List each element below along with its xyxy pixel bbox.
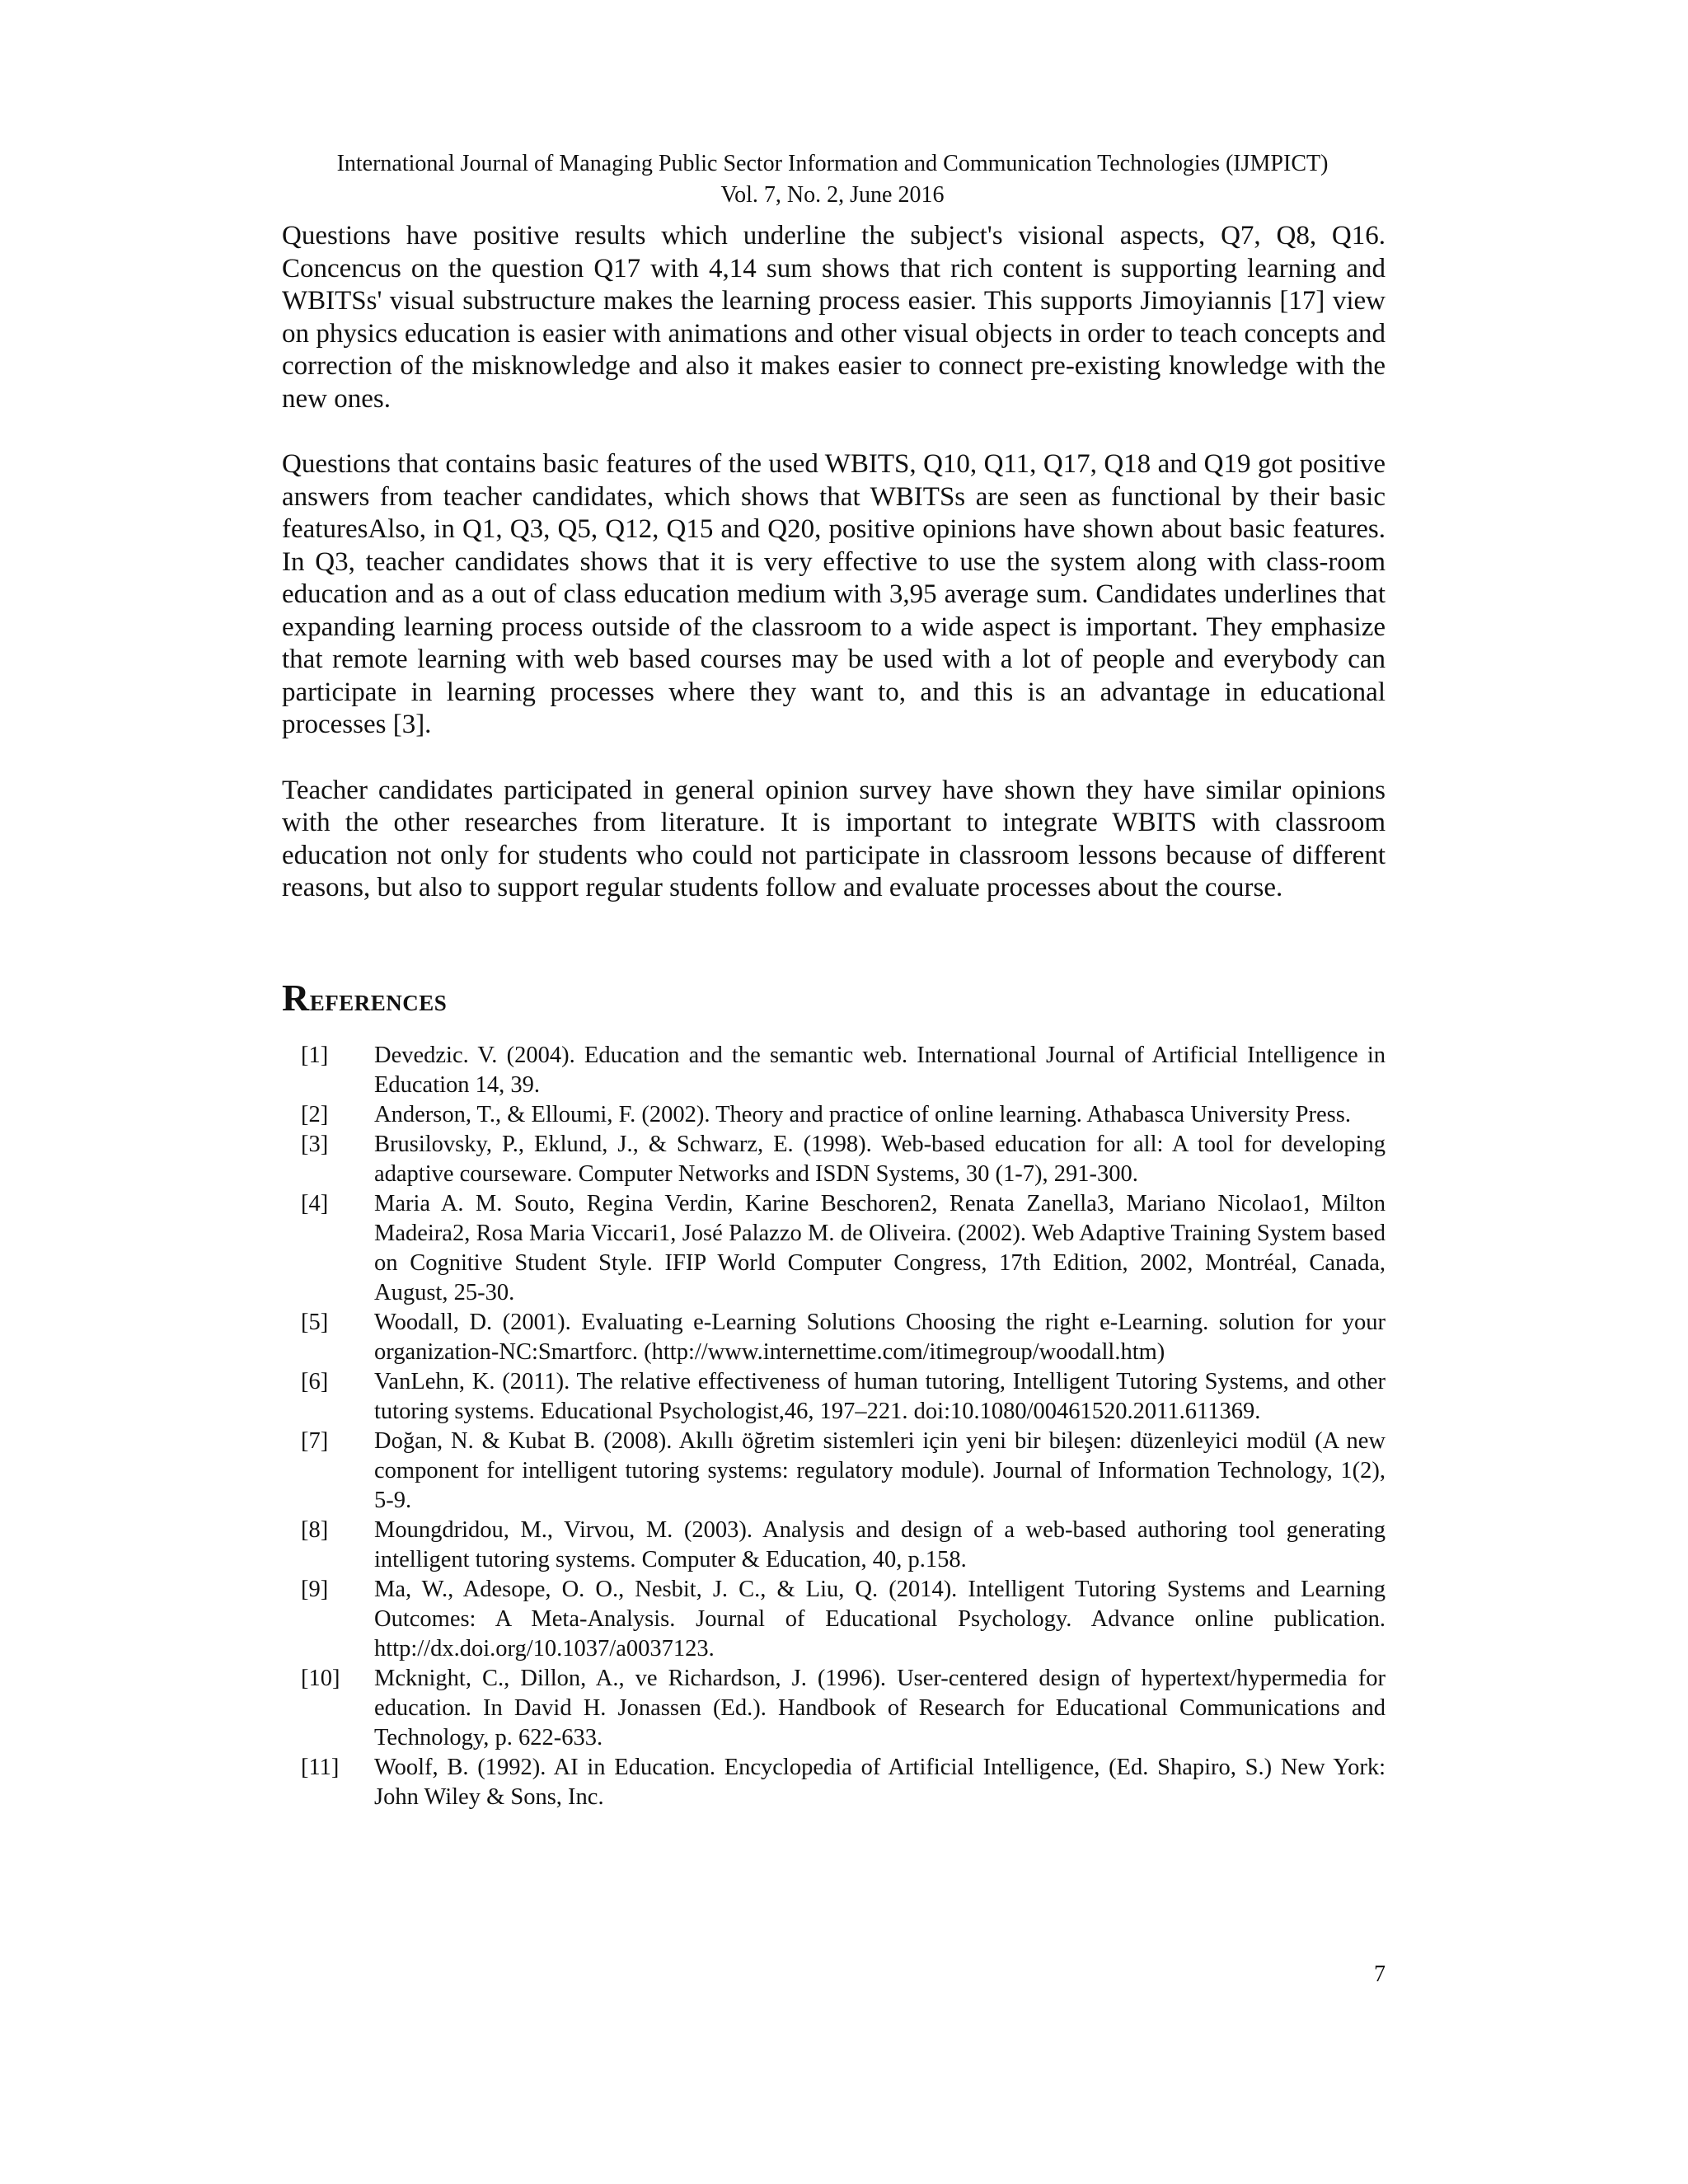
journal-title: International Journal of Managing Public Sector Information and Communication Technologies (IJMPICT): [336, 151, 1329, 176]
reference-item: [301, 1308, 1386, 1367]
reference-item: [301, 1041, 1386, 1100]
reference-text: Moungdridou, M., Virvou, M. (2003). Analysis and design of a web-based authoring tool generating intelligent tutoring systems. Computer & Education, 40, p.158.: [374, 1517, 1386, 1572]
reference-text: Anderson, T., & Elloumi, F. (2002). Theory and practice of online learning. Athabasca University Press.: [374, 1102, 1351, 1127]
reference-item: [301, 1189, 1386, 1308]
reference-item: [301, 1516, 1386, 1575]
reference-text: Ma, W., Adesope, O. O., Nesbit, J. C., & Liu, Q. (2014). Intelligent Tutoring Systems and Learning Outcomes: A Meta-Analysis. Journal of Educational Psychology. Advance online publication. http://dx.doi.org/10.1037/a0037123.: [374, 1577, 1386, 1661]
references-heading-rest: eferences: [309, 983, 448, 1018]
paragraph-general-opinion: Teacher candidates participated in general opinion survey have shown they have similar opinions with the other researches from literature. It is important to integrate WBITS with classroom education not only for students who could not participate in classroom lessons because of different reasons, but also to support regular students follow and evaluate processes about the course.: [282, 775, 1386, 902]
reference-text: Devedzic. V. (2004). Education and the semantic web. International Journal of Artificial Intelligence in Education 14, 39.: [374, 1043, 1386, 1098]
reference-text: Woolf, B. (1992). AI in Education. Encyclopedia of Artificial Intelligence, (Ed. Shapiro, S.) New York: John Wiley & Sons, Inc.: [374, 1755, 1386, 1810]
reference-number: [8]: [301, 1517, 329, 1543]
reference-item: [301, 1100, 1386, 1130]
reference-text: Maria A. M. Souto, Regina Verdin, Karine Beschoren2, Renata Zanella3, Mariano Nicolao1, Milton Madeira2, Rosa Maria Viccari1, José Palazzo M. de Oliveira. (2002). Web Adaptive Training System based on Cognitive Student Style. IFIP World Computer Congress, 17th Edition, 2002, Montréal, Canada, August, 25-30.: [374, 1191, 1386, 1305]
references-heading: [282, 979, 447, 1019]
reference-number: [4]: [301, 1191, 329, 1216]
reference-text: Brusilovsky, P., Eklund, J., & Schwarz, E. (1998). Web-based education for all: A tool for developing adaptive courseware. Computer Networks and ISDN Systems, 30 (1-7), 291-300.: [374, 1132, 1386, 1187]
reference-item: [301, 1367, 1386, 1427]
reference-text: VanLehn, K. (2011). The relative effectiveness of human tutoring, Intelligent Tutoring Systems, and other tutoring systems. Educational Psychologist,46, 197–221. doi:10.1080/00461520.2011.611369.: [374, 1369, 1386, 1424]
reference-text: Woodall, D. (2001). Evaluating e-Learning Solutions Choosing the right e-Learning. solution for your organization-NC:Smartforc. (http://www.internettime.com/itimegroup/woodall.htm): [374, 1310, 1386, 1365]
reference-number: [7]: [301, 1428, 329, 1454]
reference-number: [2]: [301, 1102, 329, 1127]
page-number: 7: [1374, 1961, 1386, 1987]
reference-item: [301, 1575, 1386, 1664]
reference-item: [301, 1427, 1386, 1516]
reference-text: Doğan, N. & Kubat B. (2008). Akıllı öğretim sistemleri için yeni bir bileşen: düzenleyici modül (A new component for intelligent tutoring systems: regulatory module). Journal of Information Technology, 1(2), 5-9.: [374, 1428, 1386, 1513]
reference-item: [301, 1753, 1386, 1812]
references-list: [301, 1041, 1386, 1812]
reference-number: [10]: [301, 1666, 340, 1691]
reference-number: [5]: [301, 1310, 329, 1335]
reference-number: [6]: [301, 1369, 329, 1394]
reference-item: [301, 1664, 1386, 1753]
reference-number: [11]: [301, 1755, 340, 1780]
reference-item: [301, 1130, 1386, 1189]
reference-number: [3]: [301, 1132, 329, 1157]
journal-volume: Vol. 7, No. 2, June 2016: [720, 182, 945, 208]
body-text: [282, 220, 1386, 938]
journal-header: [247, 148, 1418, 211]
reference-number: [9]: [301, 1577, 329, 1602]
references-heading-initial: R: [282, 977, 310, 1019]
paragraph-basic-features: Questions that contains basic features of the used WBITS, Q10, Q11, Q17, Q18 and Q19 got positive answers from teacher candidates, which shows that WBITSs are seen as functional by their basic featuresAlso, in Q1, Q3, Q5, Q12, Q15 and Q20, positive opinions have shown about basic features. In Q3, teacher candidates shows that it is very effective to use the system along with class-room education and as a out of class education medium with 3,95 average sum. Candidates underlines that expanding learning process outside of the classroom to a wide aspect is important. They emphasize that remote learning with web based courses may be used with a lot of people and everybody can participate in learning processes where they want to, and this is an advantage in educational processes [3].: [282, 449, 1386, 739]
paragraph-visual-aspects: Questions have positive results which underline the subject's visional aspects, Q7, Q8, Q16. Concencus on the question Q17 with 4,14 sum shows that rich content is supporting learning and WBITSs' visual substructure makes the learning process easier. This supports Jimoyiannis [17] view on physics education is easier with animations and other visual objects in order to teach concepts and correction of the misknowledge and also it makes easier to connect pre-existing knowledge with the new ones.: [282, 221, 1386, 414]
reference-text: Mcknight, C., Dillon, A., ve Richardson, J. (1996). User-centered design of hypertext/hypermedia for education. In David H. Jonassen (Ed.). Handbook of Research for Educational Communications and Technology, p. 622-633.: [374, 1666, 1386, 1750]
reference-number: [1]: [301, 1043, 329, 1068]
